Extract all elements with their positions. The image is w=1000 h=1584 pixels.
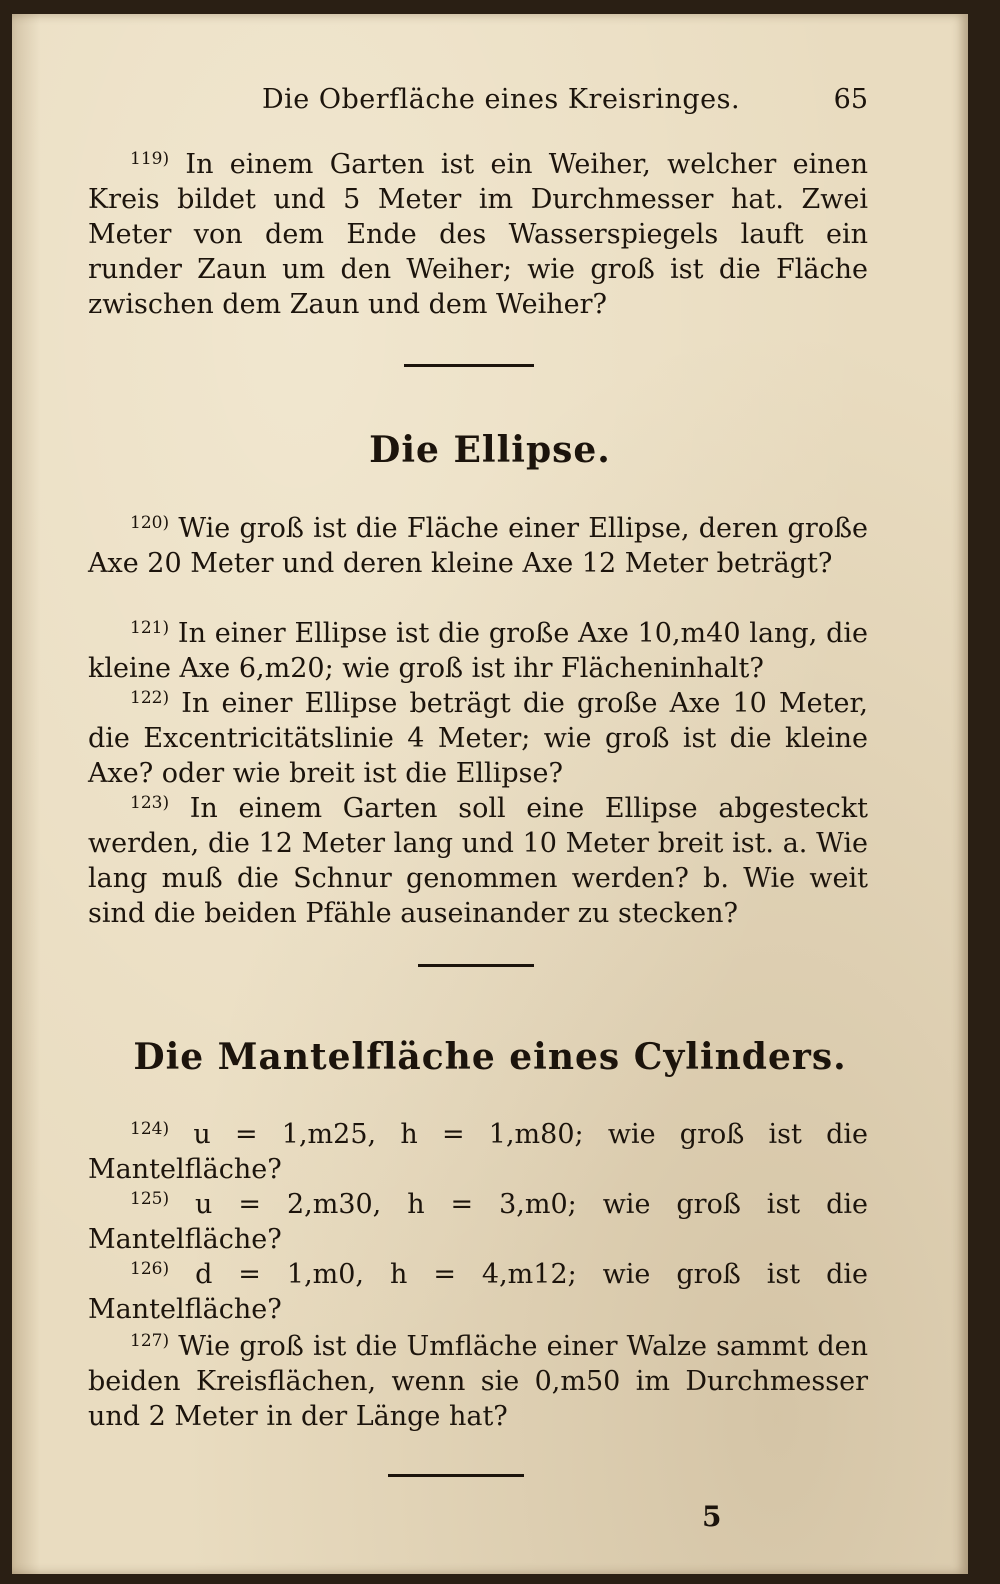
problem-number: 125) (130, 1189, 170, 1209)
problem-number: 124) (130, 1119, 170, 1139)
problem-text: In einem Garten ist ein Weiher, welcher einen Kreis bildet und 5 Meter im Durchmesser hat. Zwei Meter von dem Ende des Wasserspiegels lauft ein runder Zaun um den Weiher; wie groß ist die Fläche zwischen dem Zaun und dem Weiher? (88, 149, 868, 320)
section-divider (388, 1474, 524, 1477)
problem-text: u = 1,m25, h = 1,m80; wie groß ist die Mantelfläche? (88, 1119, 868, 1185)
problem-number: 119) (130, 149, 170, 169)
problem-120 (88, 506, 868, 581)
problem-123 (88, 786, 868, 931)
problem-text: In einer Ellipse beträgt die große Axe 10 Meter, die Excentricitätslinie 4 Meter; wie groß ist die kleine Axe? oder wie breit ist die Ellipse? (88, 688, 868, 789)
problem-126 (88, 1252, 868, 1327)
signature-mark: 5 (702, 1500, 722, 1533)
problem-124 (88, 1112, 868, 1187)
problem-text: In einer Ellipse ist die große Axe 10,m40 lang, die kleine Axe 6,m20; wie groß ist ihr Flächeninhalt? (88, 618, 868, 684)
problem-121 (88, 611, 868, 686)
page-number: 65 (833, 84, 868, 115)
problem-127 (88, 1324, 868, 1434)
problem-text: In einem Garten soll eine Ellipse abgesteckt werden, die 12 Meter lang und 10 Meter breit ist. a. Wie lang muß die Schnur genommen werden? b. Wie weit sind die beiden Pfähle auseinander zu stecken? (88, 793, 868, 929)
problem-122 (88, 681, 868, 791)
running-title: Die Oberfläche eines Kreisringes. (262, 84, 741, 115)
problem-text: Wie groß ist die Umfläche einer Walze sammt den beiden Kreisflächen, wenn sie 0,m50 im Durchmesser und 2 Meter in der Länge hat? (88, 1331, 868, 1432)
section-heading-ellipse: Die Ellipse. (369, 429, 611, 471)
problem-text: d = 1,m0, h = 4,m12; wie groß ist die Mantelfläche? (88, 1259, 868, 1325)
problem-119 (88, 142, 868, 322)
section-divider (404, 364, 534, 367)
problem-number: 123) (130, 793, 170, 813)
problem-text: u = 2,m30, h = 3,m0; wie groß ist die Mantelfläche? (88, 1189, 868, 1255)
problem-text: Wie groß ist die Fläche einer Ellipse, deren große Axe 20 Meter und deren kleine Axe 12 Meter beträgt? (88, 513, 868, 579)
problem-number: 121) (130, 618, 170, 638)
section-divider (418, 964, 534, 967)
problem-number: 122) (130, 688, 170, 708)
book-page (12, 14, 968, 1574)
section-heading-cylinder: Die Mantelfläche eines Cylinders. (133, 1036, 847, 1078)
problem-number: 127) (130, 1331, 170, 1351)
problem-number: 120) (130, 513, 170, 533)
problem-125 (88, 1182, 868, 1257)
problem-number: 126) (130, 1259, 170, 1279)
